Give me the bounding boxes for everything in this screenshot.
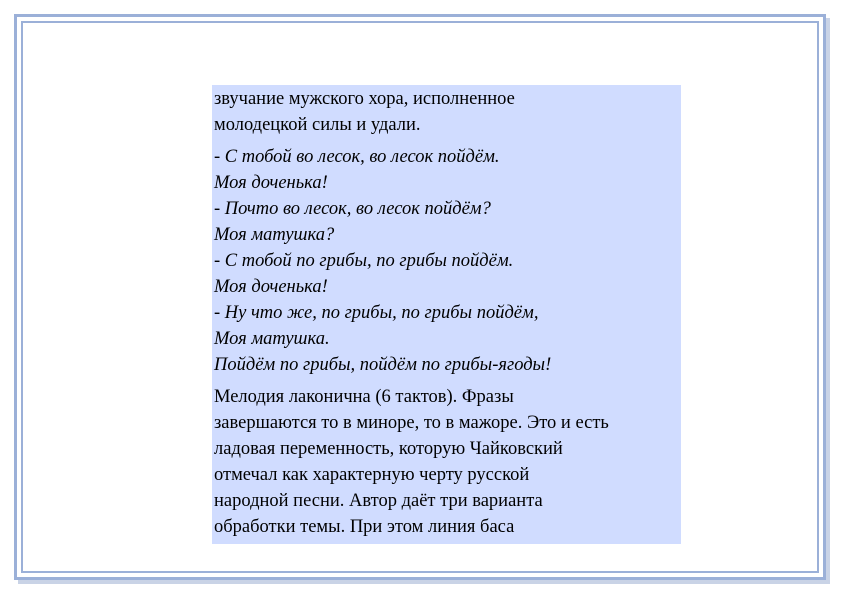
verse-line: - С тобой во лесок, во лесок пойдём. bbox=[214, 147, 500, 167]
frame-shadow-bottom bbox=[18, 580, 830, 584]
verse-line: - Ну что же, по грибы, по грибы пойдём, bbox=[214, 303, 539, 323]
verse-line: Моя доченька! bbox=[214, 173, 328, 193]
analysis-line: народной песни. Автор даёт три варианта bbox=[214, 491, 543, 511]
verse-line: Пойдём по грибы, пойдём по грибы-ягоды! bbox=[214, 355, 552, 375]
analysis-line: завершаются то в миноре, то в мажоре. Это и есть bbox=[214, 413, 609, 433]
analysis-line: ладовая переменность, которую Чайковский bbox=[214, 439, 563, 459]
analysis-paragraph bbox=[214, 384, 681, 540]
intro-paragraph bbox=[214, 86, 681, 138]
intro-line: молодецкой силы и удали. bbox=[214, 115, 421, 135]
analysis-line: отмечал как характерную черту русской bbox=[214, 465, 530, 485]
verse-line: Моя доченька! bbox=[214, 277, 328, 297]
frame-shadow-right bbox=[826, 18, 830, 584]
song-verse bbox=[214, 144, 681, 378]
verse-line: Моя матушка? bbox=[214, 225, 335, 245]
verse-line: - Почто во лесок, во лесок пойдём? bbox=[214, 199, 491, 219]
analysis-line: обработки темы. При этом линия баса bbox=[214, 517, 515, 537]
slide-text-box bbox=[212, 85, 681, 544]
verse-line: Моя матушка. bbox=[214, 329, 330, 349]
analysis-line: Мелодия лаконична (6 тактов). Фразы bbox=[214, 387, 514, 407]
verse-line: - С тобой по грибы, по грибы пойдём. bbox=[214, 251, 514, 271]
intro-line: звучание мужского хора, исполненное bbox=[214, 89, 515, 109]
